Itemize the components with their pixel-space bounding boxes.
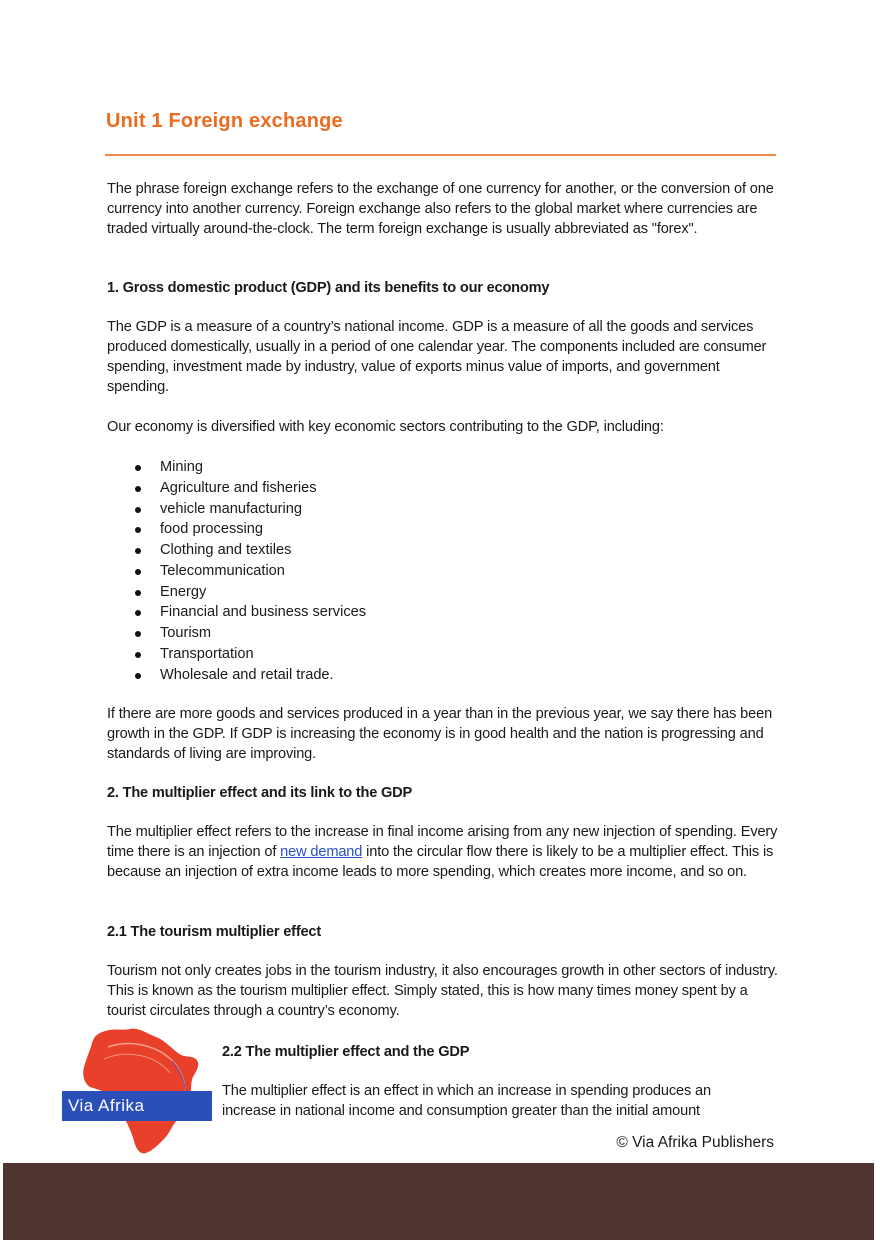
- section-1-paragraph-2: Our economy is diversified with key economic sectors contributing to the GDP, including:: [107, 419, 664, 435]
- bullet-icon: [135, 486, 141, 492]
- section-2-heading: 2. The multiplier effect and its link to the GDP: [107, 785, 413, 801]
- section-2-1-paragraph: Tourism not only creates jobs in the tourism industry, it also encourages growth in other sectors of industry. This is known as the tourism multiplier effect. Simply stated, this is how many times money spent by a tourist circulates through a country’s economy.: [107, 963, 778, 1019]
- bullet-icon: [135, 465, 141, 471]
- list-item: Tourism: [107, 623, 366, 644]
- logo-text: Via Afrika: [68, 1096, 145, 1115]
- bullet-icon: [135, 548, 141, 554]
- list-item: Energy: [107, 582, 366, 603]
- list-item: Clothing and textiles: [107, 540, 366, 561]
- list-item: Agriculture and fisheries: [107, 478, 366, 499]
- list-item: Telecommunication: [107, 561, 366, 582]
- section-1-paragraph-1: The GDP is a measure of a country’s national income. GDP is a measure of all the goods and services produced domestically, usually in a period of one calendar year. The components included are consumer spending, investment made by industry, value of exports minus value of imports, and government spending.: [107, 319, 767, 395]
- list-item: vehicle manufacturing: [107, 499, 366, 520]
- intro-paragraph: The phrase foreign exchange refers to the exchange of one currency for another, or the conversion of one currency into another currency. Foreign exchange also refers to the global market where currencies are traded virtually around-the-clock. The term foreign exchange is usually abbreviated as "forex".: [107, 181, 774, 237]
- bullet-icon: [135, 652, 141, 658]
- copyright-notice: © Via Afrika Publishers: [616, 1134, 774, 1151]
- bullet-icon: [135, 610, 141, 616]
- bullet-icon: [135, 527, 141, 533]
- section-2-2-paragraph: The multiplier effect is an effect in which an increase in spending produces an increase in national income and consumption greater than the initial amount: [222, 1083, 711, 1119]
- section-2-1-heading: 2.1 The tourism multiplier effect: [107, 924, 321, 940]
- section-1-heading: 1. Gross domestic product (GDP) and its benefits to our economy: [107, 280, 550, 296]
- footer-band: [3, 1163, 874, 1240]
- economic-sectors-list: [107, 457, 366, 685]
- list-item: Financial and business services: [107, 602, 366, 623]
- new-demand-link[interactable]: new demand: [280, 844, 363, 860]
- list-item: food processing: [107, 519, 366, 540]
- section-1-paragraph-3: If there are more goods and services produced in a year than in the previous year, we say there has been growth in the GDP. If GDP is increasing the economy is in good health and the nation is progressing and standards of living are improving.: [107, 706, 773, 762]
- bullet-icon: [135, 590, 141, 596]
- section-2-2-heading: 2.2 The multiplier effect and the GDP: [222, 1044, 470, 1060]
- bullet-icon: [135, 507, 141, 513]
- list-item: Transportation: [107, 644, 366, 665]
- section-2-paragraph: The multiplier effect refers to the increase in final income arising from any new injection of spending. Every time there is an injection of new demand into the circular flow there is likely to be a multiplier effect. This is because an injection of extra income leads to more spending, which creates more income, and so on.: [107, 824, 778, 880]
- bullet-icon: [135, 631, 141, 637]
- list-item: Wholesale and retail trade.: [107, 665, 366, 686]
- title-divider: [105, 154, 776, 156]
- list-item: Mining: [107, 457, 366, 478]
- bullet-icon: [135, 673, 141, 679]
- page-title: Unit 1 Foreign exchange: [106, 110, 343, 132]
- bullet-icon: [135, 569, 141, 575]
- via-afrika-logo: [60, 1025, 215, 1158]
